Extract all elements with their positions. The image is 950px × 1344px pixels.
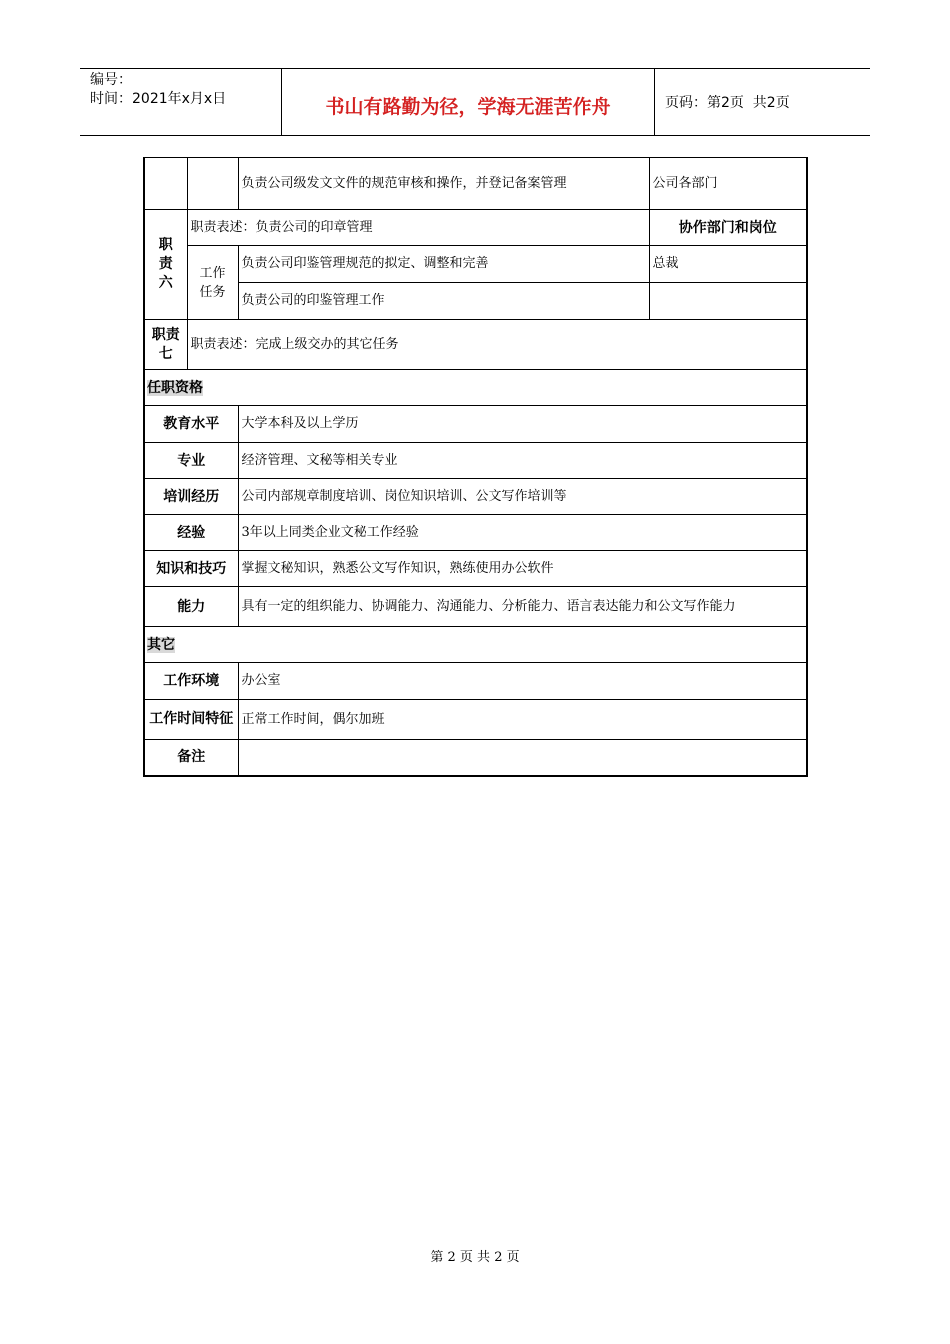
duty6-task1: 负责公司印鉴管理规范的拟定、调整和完善 [238, 246, 649, 283]
page-header [80, 68, 870, 136]
duty5-label-cell [144, 158, 187, 210]
table-row [144, 406, 807, 443]
duty6-task1-row [144, 246, 807, 283]
table-row [144, 443, 807, 479]
qual-section-text: 任职资格 [147, 379, 203, 396]
duty7-label-text: 职责七 [151, 326, 180, 362]
other-label-text: 工作时间特征 [149, 711, 234, 727]
qual-value: 3年以上同类企业文秘工作经验 [238, 515, 807, 551]
other-section-text: 其它 [147, 636, 175, 653]
duty7-label [144, 320, 187, 370]
table-row [144, 700, 807, 740]
qual-value: 掌握文秘知识，熟悉公文写作知识，熟练使用办公软件 [238, 551, 807, 587]
table-row [144, 663, 807, 700]
time-label: 时间：2021年x月x日 [90, 91, 227, 107]
table-row [144, 515, 807, 551]
duty6-task1-dept: 总裁 [649, 246, 807, 283]
other-section-row [144, 627, 807, 663]
duty6-task2: 负责公司的印鉴管理工作 [238, 283, 649, 320]
qual-label: 经验 [144, 515, 238, 551]
other-label [144, 700, 238, 740]
other-label: 备注 [144, 740, 238, 776]
other-value: 正常工作时间，偶尔加班 [238, 700, 807, 740]
page-footer: 第 2 页 共 2 页 [430, 1250, 520, 1265]
other-label: 工作环境 [144, 663, 238, 700]
duty5-task-dept: 公司各部门 [649, 158, 807, 210]
qual-value: 具有一定的组织能力、协调能力、沟通能力、分析能力、语言表达能力和公文写作能力 [238, 587, 807, 627]
duty6-desc-row [144, 210, 807, 246]
other-value [238, 740, 807, 776]
job-description-table [143, 157, 808, 777]
duty5-task-text: 负责公司级发文文件的规范审核和操作，并登记备案管理 [238, 158, 649, 210]
duty6-task2-dept [649, 283, 807, 320]
qual-value: 公司内部规章制度培训、岗位知识培训、公文写作培训等 [238, 479, 807, 515]
qual-value: 大学本科及以上学历 [238, 406, 807, 443]
qual-section-title [144, 370, 807, 406]
header-motto: 书山有路勤为径，学海无涯苦作舟 [282, 69, 655, 135]
qual-value: 经济管理、文秘等相关专业 [238, 443, 807, 479]
other-value: 办公室 [238, 663, 807, 700]
duty7-row [144, 320, 807, 370]
work-task-label [187, 246, 238, 320]
duty6-label [144, 210, 187, 320]
duty5-sub-cell [187, 158, 238, 210]
table-row [144, 587, 807, 627]
number-label: 编号： [90, 72, 132, 88]
table-row [144, 479, 807, 515]
qual-label: 能力 [144, 587, 238, 627]
other-section-title [144, 627, 807, 663]
qual-label: 知识和技巧 [144, 551, 238, 587]
duty6-label-text: 职责六 [158, 237, 173, 291]
qual-section-row [144, 370, 807, 406]
table-row [144, 551, 807, 587]
table-row [144, 740, 807, 776]
duty7-desc: 职责表述：完成上级交办的其它任务 [187, 320, 807, 370]
page-info-text: 页码：第2页 共2页 [665, 95, 790, 111]
duty6-task2-row [144, 283, 807, 320]
qual-label: 教育水平 [144, 406, 238, 443]
duty6-desc: 职责表述：负责公司的印章管理 [187, 210, 649, 246]
qual-label: 专业 [144, 443, 238, 479]
work-task-label-text: 工作任务 [199, 265, 226, 300]
header-page-info [655, 69, 870, 135]
collab-header: 协作部门和岗位 [649, 210, 807, 246]
header-meta [80, 69, 282, 135]
qual-label: 培训经历 [144, 479, 238, 515]
duty5-task-row [144, 158, 807, 210]
